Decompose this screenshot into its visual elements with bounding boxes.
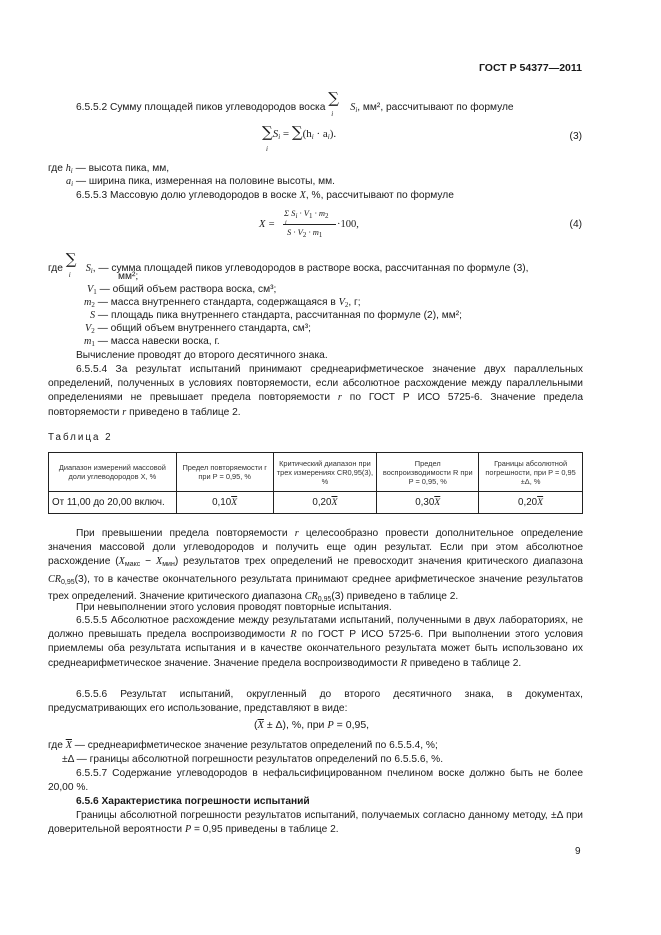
clause-6-5-5-2: 6.5.5.2 Сумму площадей пиков углеводородов воска ∑ i $S_i$, мм², рассчитывают по формуле	[76, 89, 514, 118]
table-2-row	[49, 492, 583, 514]
table-2-header-cell: Предел воспроизводимости R при P = 0,95, %	[377, 453, 479, 492]
formula-3-number: (3)	[569, 131, 582, 142]
standard-header: ГОСТ Р 54377—2011	[478, 62, 582, 74]
section-6-5-6-text: Границы абсолютной погрешности результатов испытаний, получаемых согласно данному методу, ±Δ при доверительной вероятности P = 0,95 приведены в таблице 2.	[48, 810, 583, 836]
where-h: где $h_i$ — высота пика, мм,	[48, 163, 170, 175]
where-m1: $m_1$ — масса навески воска, г.	[84, 336, 220, 348]
where-xbar: где $\overline{X}$ — среднеарифметическое значение результатов определений по 6.5.5.4, %;	[48, 740, 438, 751]
table-2-header-cell: Границы абсолютной погрешности, при P = 0,95 ±Δ, %	[479, 453, 583, 492]
clause-6-5-5-3: 6.5.5.3 Массовую долю углеводородов в воске X, %, рассчитывают по формуле	[76, 190, 454, 201]
table-2-cell-delta: $0,20\overline{X}$	[479, 492, 583, 514]
table-2	[48, 452, 583, 514]
table-2-header-cell: Диапазон измерений массовой доли углеводородов X, %	[49, 453, 177, 492]
formula-3-index: i	[266, 145, 268, 153]
formula-4-numerator-index: i	[285, 220, 287, 226]
where-s: S — площадь пика внутреннего стандарта, рассчитанная по формуле (2), мм²;	[90, 310, 462, 321]
table-2-cell-R: $0,30\overline{X}$	[377, 492, 479, 514]
table-2-header-row	[49, 453, 583, 492]
formula-3: $\sum S_i = \sum(h_i \cdot a_i)$.	[262, 123, 337, 141]
section-6-5-6-heading: 6.5.6 Характеристика погрешности испытаний	[76, 796, 310, 807]
table-2-header-cell: Критический диапазон при трех измерениях CR0,95(3), %	[273, 453, 377, 492]
where-sum-s-unit: мм²;	[118, 271, 139, 282]
paragraph-retest: При невыполнении этого условия проводят повторные испытания.	[76, 602, 392, 613]
calc-note: Вычисление проводят до второго десятичного знака.	[76, 350, 328, 361]
where-delta: ±Δ — границы абсолютной погрешности результатов определений по 6.5.5.6, %.	[62, 754, 444, 765]
where-m2: $m_2$ — масса внутреннего стандарта, содержащаяся в $V_2$, г;	[84, 297, 361, 309]
table-2-caption: Таблица 2	[48, 432, 113, 443]
formula-4-number: (4)	[569, 219, 582, 230]
clause-6-5-5-4: 6.5.5.4 За результат испытаний принимают среднеарифметическое значение двух параллельных определений, полученных в условиях повторяемости, если абсолютное расхождение между параллельными определениями не превышает предела повторяемости r по ГОСТ Р ИСО 5725-6. Значение предела повторяемости r приведено в таблице 2.	[48, 364, 583, 418]
table-2-cell-cr: $0,20\overline{X}$	[273, 492, 377, 514]
where-v2: $V_2$ — общий объем внутреннего стандарта, см³;	[85, 323, 311, 335]
formula-4-lhs: X =	[259, 219, 276, 230]
clause-6-5-5-5: 6.5.5.5 Абсолютное расхождение между результатами испытаний, полученными в двух лабораториях, не должно превышать предела воспроизводимости R по ГОСТ Р ИСО 5725-6. При выполнении этого условия приемлемы оба результата испытания и в качестве окончательного результата может быть использовано их среднеарифметическое значение. Значение предела воспроизводимости R приведено в таблице 2.	[48, 615, 584, 669]
clause-6-5-5-6: 6.5.5.6 Результат испытаний, округленный до второго десятичного знака, в документах, предусматривающих его использование, представляют в виде:	[48, 689, 583, 715]
page-number: 9	[575, 846, 581, 857]
paragraph-repeatability-exceeded: При превышении предела повторяемости r целесообразно провести дополнительное определение значения массовой доли углеводородов и получить еще один результат. Если при этом абсолютное расхождение $(X_{макс} - X_{мин})$ результатов трех определений не превосходит значения критического диапазона $CR_{0,95}(3)$, то в качестве окончательного результата принимают среднее арифметическое значение результатов трех определений. Значение критического диапазона $CR_{0,95}(3)$ приведено в таблице 2.	[48, 528, 583, 603]
table-2-cell-r: $0,10\overline{X}$	[176, 492, 273, 514]
formula-4-denominator: $S \cdot V_2 \cdot m_1$	[287, 227, 323, 239]
result-formula: $(\overline{X} \pm \Delta)$, %, при P = 0,95,	[254, 719, 370, 731]
formula-4-tail: ·100,	[337, 219, 359, 230]
clause-6-5-5-7: 6.5.5.7 Содержание углеводородов в нефальсифицированном пчелином воске должно быть не более 20,00 %.	[48, 768, 583, 794]
table-2-cell-range: От 11,00 до 20,00 включ.	[49, 492, 177, 514]
table-2-header-cell: Предел повторяемости r при P = 0,95, %	[176, 453, 273, 492]
where-v1: $V_1$ — общий объем раствора воска, см³;	[87, 284, 277, 296]
formula-4-numerator: Σ $S_i \cdot V_1 \cdot m_2$	[284, 208, 329, 220]
formula-4-fraction-bar	[283, 224, 336, 225]
where-a: $a_i$ — ширина пика, измеренная на половине высоты, мм.	[66, 176, 335, 188]
where-sum-s: где ∑ i $S_i$, — сумма площадей пиков углеводородов в растворе воска, рассчитанная по формуле (3),	[48, 250, 529, 279]
